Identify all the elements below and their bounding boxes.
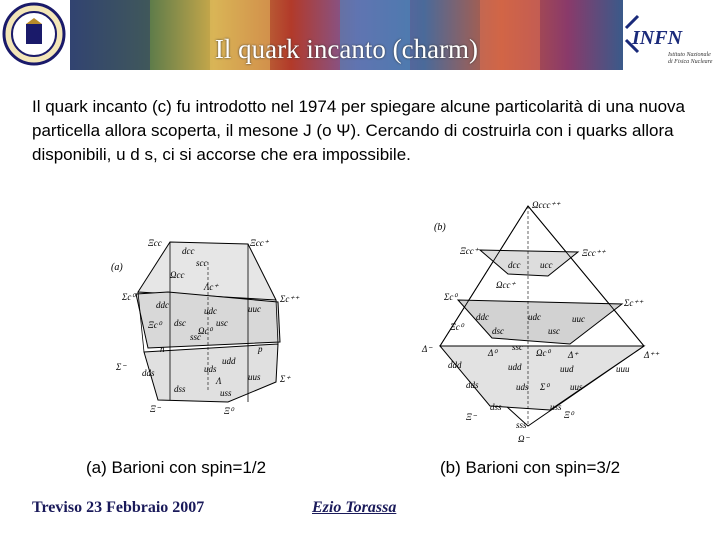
svg-text:usc: usc [216,318,228,328]
university-seal-logo [2,0,66,68]
svg-text:dcc: dcc [182,246,195,256]
svg-text:ssc: ssc [190,332,201,342]
svg-text:Ξcc: Ξcc [148,238,162,248]
slide-title: Il quark incanto (charm) [214,34,479,64]
svg-text:uus: uus [570,382,583,392]
svg-text:Ξc⁰: Ξc⁰ [148,320,162,330]
svg-text:Ξcc⁺⁺: Ξcc⁺⁺ [582,248,606,258]
svg-text:Λc⁺: Λc⁺ [204,282,219,292]
svg-text:Λ: Λ [216,376,222,386]
svg-text:Δ⁺⁺: Δ⁺⁺ [644,350,659,360]
svg-text:Δ⁺: Δ⁺ [568,350,579,360]
svg-text:Ωccc⁺⁺: Ωccc⁺⁺ [532,200,560,210]
svg-text:Σc⁺⁺: Σc⁺⁺ [624,298,643,308]
svg-text:dcc: dcc [508,260,521,270]
svg-text:ddc: ddc [476,312,489,322]
svg-text:Ξ⁰: Ξ⁰ [564,410,574,420]
diagram-a-label: (a) [111,262,123,273]
svg-text:Σ⁻: Σ⁻ [116,362,127,372]
svg-text:scc: scc [196,258,208,268]
svg-text:Δ⁰: Δ⁰ [488,348,497,358]
svg-text:Ω⁻: Ω⁻ [518,434,530,444]
svg-text:dds: dds [466,380,479,390]
svg-text:Σc⁰: Σc⁰ [122,292,135,302]
svg-text:dss: dss [490,402,502,412]
svg-text:ssc: ssc [512,342,523,352]
svg-text:Σ⁰: Σ⁰ [540,382,549,392]
baryon-diagram-spin-half [108,222,308,422]
svg-text:udd: udd [508,362,522,372]
svg-text:uds: uds [516,382,529,392]
svg-text:uuu: uuu [616,364,630,374]
header-banner [70,0,623,70]
svg-text:n: n [160,344,165,354]
svg-text:uuc: uuc [248,304,261,314]
svg-text:uus: uus [248,372,261,382]
svg-text:Ωcc⁺: Ωcc⁺ [496,280,516,290]
footer-author: Ezio Torassa [312,499,397,516]
svg-text:dds: dds [142,368,155,378]
svg-text:Ωc⁰: Ωc⁰ [198,326,213,336]
infn-logo [624,0,720,70]
svg-text:Σc⁰: Σc⁰ [444,292,457,302]
svg-text:uuc: uuc [572,314,585,324]
svg-text:uud: uud [560,364,574,374]
infn-logo-sub2: di Fisica Nucleare [668,59,713,65]
svg-text:sss: sss [516,420,527,430]
caption-diagram-b: (b) Barioni con spin=3/2 [440,458,621,477]
svg-text:ddd: ddd [448,360,462,370]
svg-text:udc: udc [528,312,541,322]
baryon-diagram-spin-three-half [420,196,670,446]
svg-text:p: p [258,344,263,354]
svg-text:Ξcc⁺: Ξcc⁺ [250,238,269,248]
svg-text:Ξc⁰: Ξc⁰ [450,322,464,332]
svg-text:ucc: ucc [540,260,553,270]
svg-text:Ξcc⁺: Ξcc⁺ [460,246,479,256]
infn-logo-sub1: Istituto Nazionale [668,52,711,58]
svg-text:ddc: ddc [156,300,169,310]
svg-text:dss: dss [174,384,186,394]
svg-text:Ξ⁰: Ξ⁰ [224,406,234,416]
footer-date-location: Treviso 23 Febbraio 2007 [32,499,205,516]
svg-text:Σc⁺⁺: Σc⁺⁺ [280,294,299,304]
diagram-b-label: (b) [434,222,446,233]
svg-text:Ωc⁰: Ωc⁰ [536,348,551,358]
infn-logo-text: INFN [632,27,683,49]
intro-paragraph: Il quark incanto (c) fu introdotto nel 1974 per spiegare alcune particolarità di una nuova particella allora scoperta, il mesone J (o Ψ). Cercando di costruirla con i quarks allora disponibili, u d s, ci si accorse che era impossibile. [32,97,686,164]
svg-text:uss: uss [550,402,562,412]
svg-text:Ξ⁻: Ξ⁻ [150,404,161,414]
svg-text:udd: udd [222,356,236,366]
svg-text:Ωcc: Ωcc [170,270,185,280]
svg-text:Δ⁻: Δ⁻ [422,344,433,354]
caption-diagram-a: (a) Barioni con spin=1/2 [86,458,267,477]
svg-text:dsc: dsc [492,326,504,336]
svg-text:udc: udc [204,306,217,316]
svg-text:uss: uss [220,388,232,398]
svg-text:dsc: dsc [174,318,186,328]
svg-text:Σ⁺: Σ⁺ [280,374,291,384]
svg-text:Ξ⁻: Ξ⁻ [466,412,477,422]
svg-text:uds: uds [204,364,217,374]
svg-text:usc: usc [548,326,560,336]
